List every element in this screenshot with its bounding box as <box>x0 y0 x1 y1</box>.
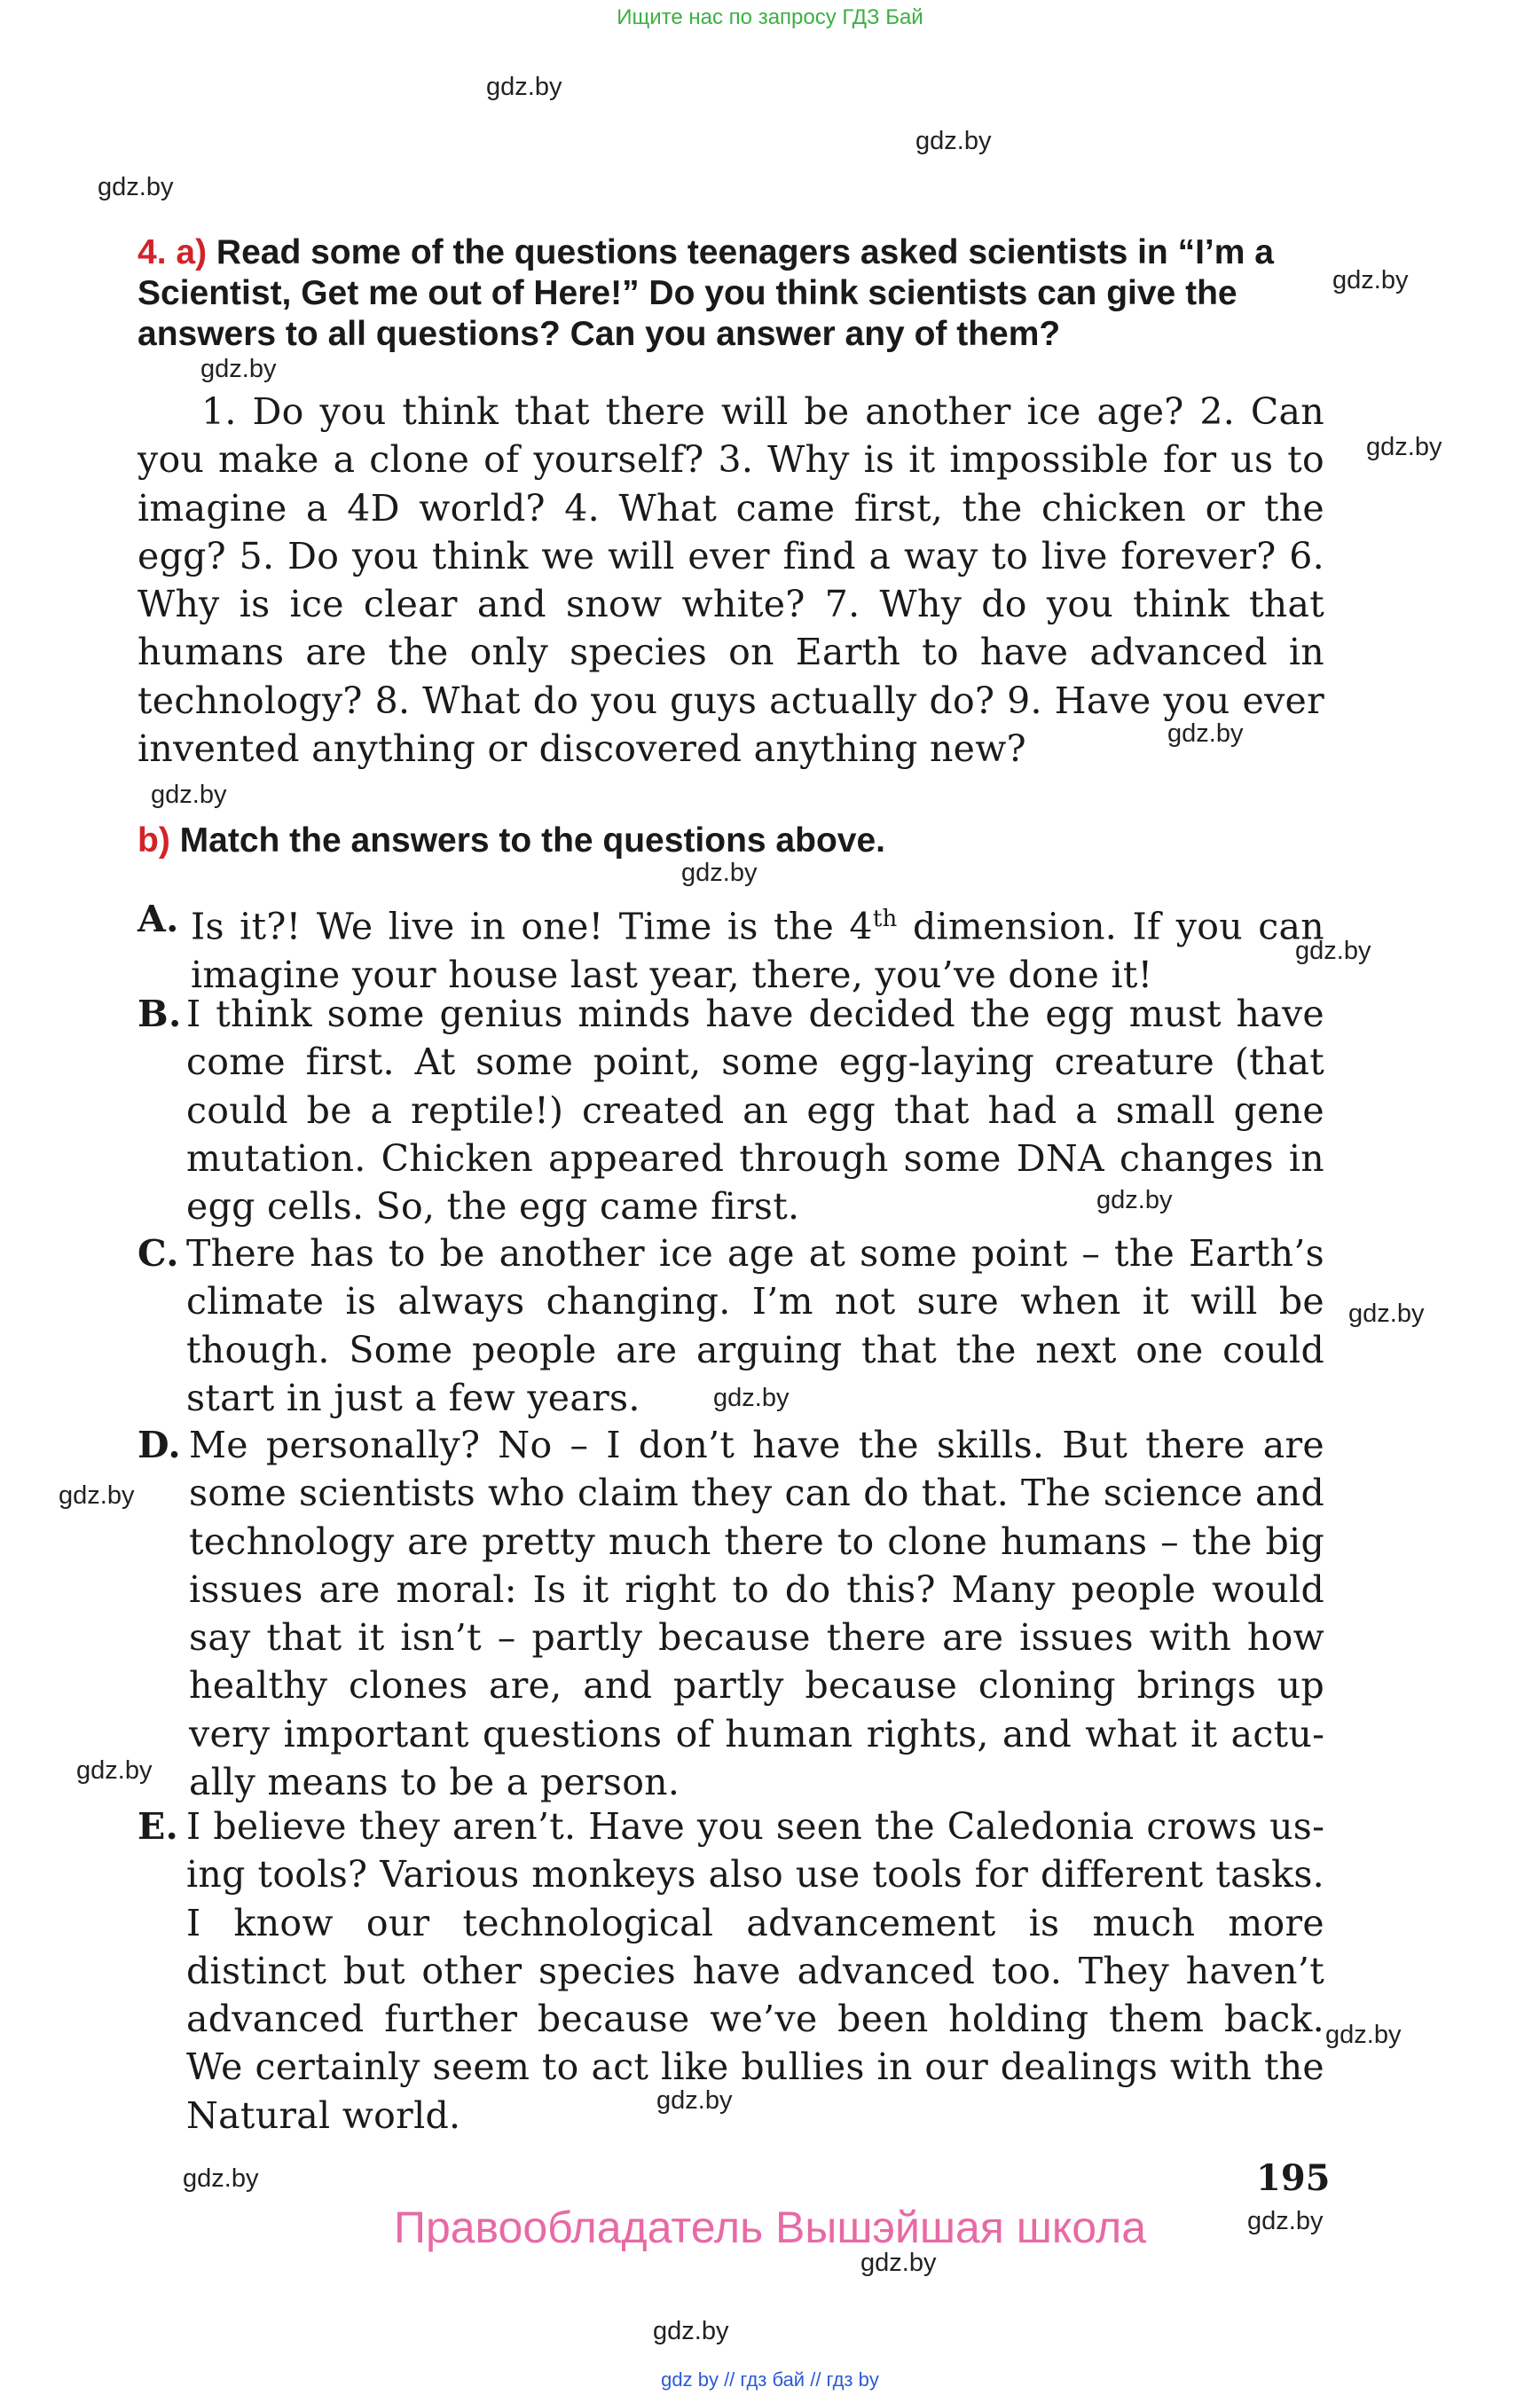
questions-text: 1. Do you think that there will be another ice age? 2. Can you make a clone of yourself? 3. Why is it impossible for us to imagine a 4D world? 4. What came first, the chicken or the egg? 5. Do you think we will ever find a way to live forever? 6. Why is ice clear and snow white? 7. Why do you think that humans are the only species on Earth to have advanced in technology? 8. What do you guys actually do? 9. Have you ever invented anything or discovered anything new? <box>138 390 1324 771</box>
watermark: gdz.by <box>1096 1186 1173 1214</box>
watermark: gdz.by <box>76 1756 153 1785</box>
watermark: gdz.by <box>656 2086 733 2115</box>
watermark: gdz.by <box>713 1384 790 1412</box>
part-a-instruction: Read some of the questions teenagers asked scientists in “I’m a Scientist, Get me out of Here!” Do you think scientists can give the answers to all questions? Can you answer any of them? <box>138 233 1274 353</box>
answer-text: There has to be another ice age at some point – the Earth’s climate is always changing. I’m not sure when it will be though. Some people are arguing that the next one could start in just a few years. <box>186 1232 1324 1419</box>
watermark: gdz.by <box>98 173 174 201</box>
watermark: gdz.by <box>200 355 277 383</box>
exercise-heading-b <box>138 821 1326 861</box>
answer-item <box>138 895 1324 999</box>
answer-text-part: dimension. If you can imagine your house last year, there, you’ve done it! <box>191 905 1324 996</box>
page-number: 195 <box>1256 2157 1331 2199</box>
watermark: gdz.by <box>653 2317 729 2345</box>
watermark: gdz.by <box>1366 433 1442 461</box>
answer-letter: A. <box>138 898 179 940</box>
watermark: gdz.by <box>681 859 758 887</box>
answer-superscript: th <box>872 906 898 932</box>
answer-letter: D. <box>138 1424 181 1466</box>
watermark: gdz.by <box>1325 2021 1402 2049</box>
top-banner[interactable]: Ищите нас по запросу ГДЗ Бай <box>617 5 923 29</box>
answer-item <box>138 990 1324 1230</box>
watermark: gdz.by <box>1295 937 1371 965</box>
watermark: gdz.by <box>59 1481 135 1510</box>
answer-text <box>191 895 1324 999</box>
watermark: gdz.by <box>486 73 562 101</box>
answer-letter: E. <box>138 1805 179 1848</box>
answer-text: I believe they aren’t. Have you seen the Caledonia crows using tools? Various monkeys also use tools for different tasks. I know our technological advancement is much more distinct but other species have advanced too. They haven’t advanced further because we’ve been holding them back. We certainly seem to act like bullies in our dealings with the Natural world. <box>186 1805 1324 2137</box>
answer-item <box>138 1802 1324 2140</box>
answer-letter: B. <box>138 993 182 1035</box>
rights-holder: Правообладатель Вышэйшая школа <box>394 2203 1146 2252</box>
exercise-number: 4. <box>138 233 167 271</box>
answer-text-part: Is it?! We live in one! Time is the 4 <box>191 905 873 948</box>
watermark: gdz.by <box>1332 266 1409 294</box>
part-b-label: b) <box>138 821 170 860</box>
watermark: gdz.by <box>915 127 992 155</box>
watermark: gdz.by <box>860 2249 937 2277</box>
watermark: gdz.by <box>1167 719 1244 748</box>
bottom-banner[interactable]: gdz by // гдз бай // гдз by <box>661 2368 879 2391</box>
watermark: gdz.by <box>1348 1300 1425 1328</box>
answer-text: Me personally? No – I don’t have the skills. But there are some scientists who claim they can do that. The science and technology are pretty much there to clone humans – the big issues are moral: Is it right to do this? Many people would say that it isn’t – partly because there are issues with how healthy clones are, and partly because cloning brings up very important questions of human rights, and what it actually means to be a person. <box>189 1424 1324 1804</box>
watermark: gdz.by <box>151 781 227 809</box>
part-a-label: a) <box>176 233 208 271</box>
answer-item <box>138 1421 1324 1806</box>
answer-letter: C. <box>138 1232 179 1275</box>
answer-text: I think some genius minds have decided the egg must have come first. At some point, some egg-laying creature (that could be a reptile!) created an egg that had a small gene mutation. Chicken appeared through some DNA changes in egg cells. So, the egg came first. <box>186 993 1324 1229</box>
exercise-heading-a <box>138 232 1326 355</box>
answer-item <box>138 1229 1324 1422</box>
questions-paragraph <box>138 388 1324 773</box>
watermark: gdz.by <box>1247 2207 1324 2235</box>
part-b-instruction: Match the answers to the questions above. <box>179 821 885 860</box>
watermark: gdz.by <box>183 2164 259 2193</box>
